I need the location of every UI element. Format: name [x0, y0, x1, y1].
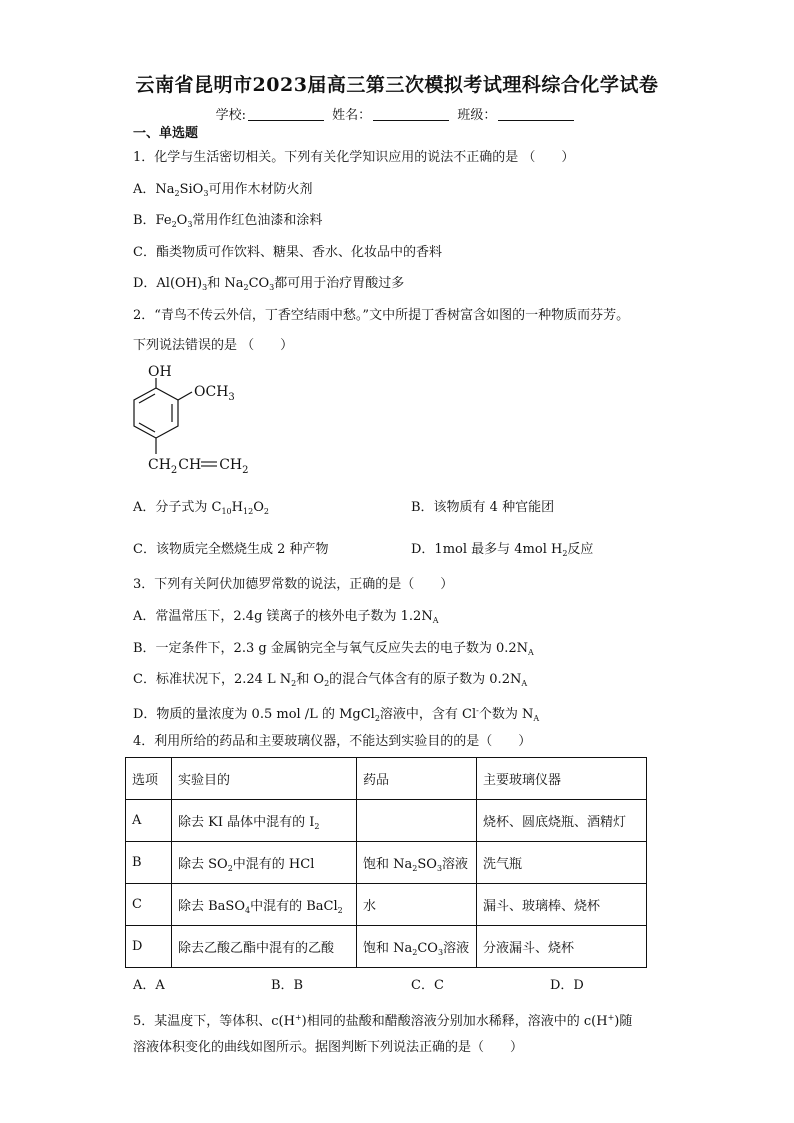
och3-bond: [178, 392, 192, 400]
row-glassware: 分液漏斗、烧杯: [477, 926, 647, 968]
q1-option-a: A．$Na_2SiO_3$可用作木材防火剂: [133, 182, 313, 198]
q5-stem-line2: 溶液体积变化的曲线如图所示。据图判断下列说法正确的是（ ）: [133, 1040, 524, 1055]
row-aim: 除去 KI 晶体中混有的 $I_2$: [172, 800, 357, 842]
q2-option-a: A．分子式为 $C_{10}H_{12}O_2$: [133, 500, 269, 516]
q2-option-c: C．该物质完全燃烧生成 2 种产物: [133, 542, 329, 557]
row-reagent: 饱和 $Na_2SO_3$溶液: [357, 842, 477, 884]
eugenol-structure-image: [126, 362, 266, 480]
table-row: [126, 926, 647, 968]
q1-stem: 1．化学与生活密切相关。下列有关化学知识应用的说法不正确的是 （ ）: [133, 150, 575, 165]
exam-title: 云南省昆明市2023届高三第三次模拟考试理科综合化学试卷: [135, 74, 659, 96]
allyl-chain-label: $CH_2CH$ $CH_2$: [148, 457, 249, 476]
row-aim: 除去 BaSO$_4$中混有的 BaCl$_2$: [172, 884, 357, 926]
header-option: 选项: [126, 758, 172, 800]
row-option: C: [126, 884, 172, 926]
q3-option-a: A．常温常压下，2.4g 镁离子的核外电子数为 $1.2N_A$: [133, 609, 439, 625]
student-info-line: [0, 104, 794, 123]
q2-option-d: D．1mol 最多与 4mol $H_2$反应: [411, 542, 594, 558]
q5-stem-line1: 5．某温度下，等体积、c(H+)相同的盐酸和醋酸溶液分别加水稀释，溶液中的 c(H+)随: [133, 1013, 633, 1029]
oh-label: OH: [148, 364, 172, 380]
q3-stem: 3．下列有关阿伏加德罗常数的说法，正确的是（ ）: [133, 577, 454, 592]
experiment-table: [125, 757, 647, 968]
header-aim: 实验目的: [172, 758, 357, 800]
row-option: D: [126, 926, 172, 968]
table-row: [126, 800, 647, 842]
q4-option-d: D．D: [550, 978, 584, 993]
q2-stem-line2: 下列说法错误的是 （ ）: [133, 338, 294, 353]
row-glassware: 漏斗、玻璃棒、烧杯: [477, 884, 647, 926]
row-option: A: [126, 800, 172, 842]
q1-option-c: C．酯类物质可作饮料、糖果、香水、化妆品中的香料: [133, 245, 442, 260]
section-heading: 一、单选题: [133, 126, 199, 141]
q4-option-c: C．C: [411, 978, 444, 993]
table-header-row: [126, 758, 647, 800]
q3-option-d: D．物质的量浓度为 0.5 mol /L 的 MgCl$_2$溶液中，含有 Cl-个数为 $N_A$: [133, 706, 540, 723]
q4-option-b: B．B: [271, 978, 304, 993]
row-reagent: 饱和 $Na_2CO_3$溶液: [357, 926, 477, 968]
row-aim: 除去 $SO_2$中混有的 HCl: [172, 842, 357, 884]
header-reagent: 药品: [357, 758, 477, 800]
q2-stem-line1: 2．“青鸟不传云外信，丁香空结雨中愁。”文中所提丁香树富含如图的一种物质而芬芳。: [133, 308, 630, 323]
row-reagent: [357, 800, 477, 842]
school-blank[interactable]: [248, 108, 324, 121]
class-label: 班级：: [457, 108, 497, 123]
class-blank[interactable]: [498, 108, 574, 121]
table-row: [126, 884, 647, 926]
q1-option-b: B．$Fe_2O_3$常用作红色油漆和涂料: [133, 213, 323, 229]
q4-option-a: A．A: [133, 978, 165, 993]
q2-option-b: B．该物质有 4 种官能团: [411, 500, 555, 515]
och3-label: $OCH_3$: [194, 384, 235, 403]
row-option: B: [126, 842, 172, 884]
row-reagent: 水: [357, 884, 477, 926]
q3-option-c: C．标准状况下，2.24 L $N_2$和 $O_2$的混合气体含有的原子数为 $0.2N_A$: [133, 672, 528, 688]
header-glassware: 主要玻璃仪器: [477, 758, 647, 800]
benzene-ring: [134, 388, 178, 438]
row-glassware: 烧杯、圆底烧瓶、酒精灯: [477, 800, 647, 842]
q3-option-b: B．一定条件下，2.3 g 金属钠完全与氧气反应失去的电子数为 $0.2N_A$: [133, 641, 534, 657]
table-row: [126, 842, 647, 884]
q1-option-d: D．$Al(OH)_3$和 $Na_2CO_3$都可用于治疗胃酸过多: [133, 276, 405, 292]
name-blank[interactable]: [373, 108, 449, 121]
row-aim: 除去乙酸乙酯中混有的乙酸: [172, 926, 357, 968]
name-label: 姓名：: [332, 108, 372, 123]
school-label: 学校:: [215, 108, 247, 123]
row-glassware: 洗气瓶: [477, 842, 647, 884]
q4-stem: 4．利用所给的药品和主要玻璃仪器，不能达到实验目的的是（ ）: [133, 734, 532, 749]
